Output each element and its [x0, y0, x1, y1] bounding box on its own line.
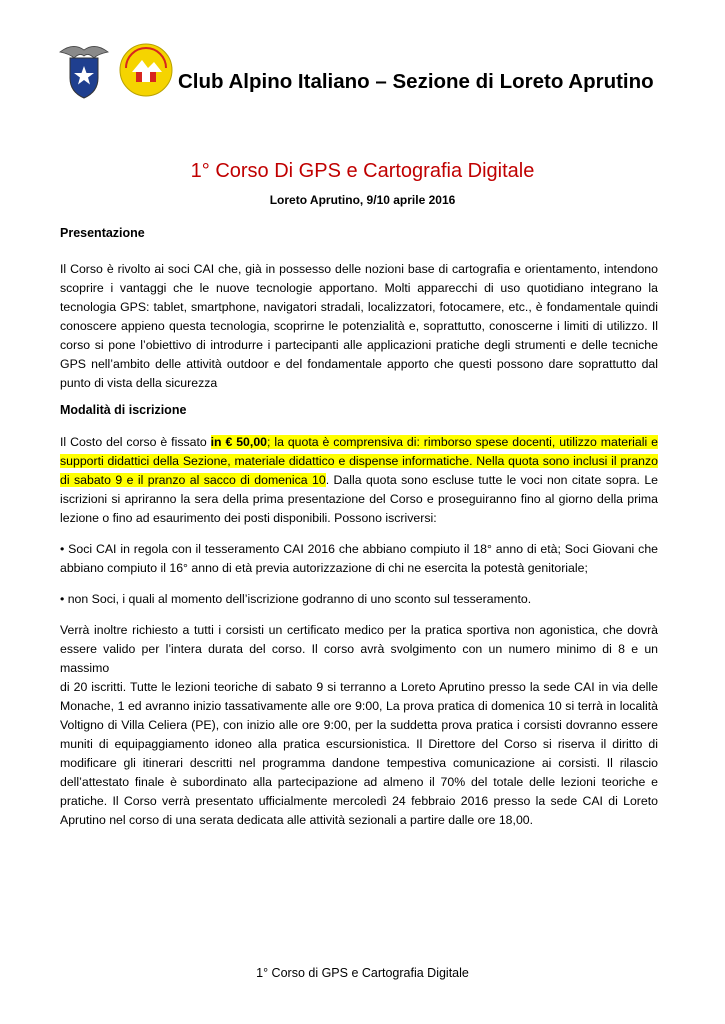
- course-date: Loreto Aprutino, 9/10 aprile 2016: [269, 193, 456, 207]
- bullet-soci: [60, 540, 658, 578]
- paragraph-line: [60, 452, 658, 471]
- paragraph-line: pratiche. Il Corso verrà presentato ufficialmente mercoledì 24 febbraio 2016 presso la sede CAI di Loreto: [60, 794, 658, 808]
- course-title: 1° Corso Di GPS e Cartografia Digitale: [190, 160, 535, 182]
- paragraph-line: Monache, 1 ed avranno inizio tassativamente alle ore 9:00, La prova pratica di domenica 10 si terrà in località: [60, 699, 658, 713]
- paragraph-line: Voltigno di Villa Celiera (PE), con inizio alle ore 9:00, per la suddetta prova pratica i corsisti dovranno essere: [60, 718, 658, 732]
- paragraph-line: abbiano compiuto il 16° anno di età previa autorizzazione di chi ne esercita la potestà genitoriale;: [60, 561, 588, 575]
- details-paragraph: [60, 621, 658, 830]
- presentation-heading: Presentazione: [60, 226, 145, 240]
- cost-exclusions: . Dalla quota sono escluse tutte le voci non citate sopra. Le: [325, 473, 658, 487]
- logos: [58, 38, 178, 102]
- page-footer: 1° Corso di GPS e Cartografia Digitale: [256, 966, 469, 980]
- paragraph-line: Verrà inoltre richiesto a tutti i corsisti un certificato medico per la pratica sportiva non agonistica, che dovrà: [60, 623, 658, 637]
- paragraph-line: [60, 433, 658, 452]
- cost-paragraph: [60, 433, 658, 528]
- highlighted-text: [211, 435, 658, 449]
- cost-amount: in € 50,00: [210, 435, 267, 449]
- paragraph-line: Aprutino nel corso di una serata dedicata alle attività sezionali a partire dalle ore 18,00.: [60, 813, 534, 827]
- highlighted-text: supporti didattici della Sezione, materiale didattico e dispense informatiche. Nella quota sono inclusi il pranzo: [60, 454, 658, 468]
- paragraph-line: modificare gli itinerari descritti nel programma dandone tempestiva comunicazione ai corsisti. Il rilascio: [60, 756, 658, 770]
- paragraph-line: dell’attestato finale è subordinato alla partecipazione ad almeno il 70% del totale delle lezioni teoriche e: [60, 775, 658, 789]
- paragraph-line: di 20 iscritti. Tutte le lezioni teoriche di sabato 9 si terranno a Loreto Aprutino presso la sede CAI in via delle: [60, 680, 658, 694]
- paragraph-line: essere valido per l’intera durata del corso. Il corso avrà svolgimento con un numero minimo di 8 e un massimo: [60, 642, 658, 675]
- registration-heading: Modalità di iscrizione: [60, 403, 187, 417]
- paragraph-line: Il Corso è rivolto ai soci CAI che, già in possesso delle nozioni base di cartografia e orientamento, intendono: [60, 262, 658, 276]
- paragraph-line: [60, 471, 658, 490]
- bullet-non-soci: [60, 590, 658, 609]
- paragraph-line: GPS nell’ambito delle attività outdoor e del fondamentale apporto che questi possono dare soprattutto dal: [60, 357, 658, 371]
- org-title: Club Alpino Italiano – Sezione di Loreto Aprutino: [178, 70, 654, 93]
- paragraph-line: lezione o fino ad esaurimento dei posti disponibili. Possono iscriversi:: [60, 511, 437, 525]
- paragraph-line: • non Soci, i quali al momento dell’iscrizione godranno di uno sconto sul tesseramento.: [60, 592, 532, 606]
- paragraph-line: • Soci CAI in regola con il tesseramento CAI 2016 che abbiano compiuto il 18° anno di età; Soci Giovani che: [60, 542, 658, 556]
- presentation-paragraph: [60, 260, 658, 393]
- paragraph-line: punto di vista della sicurezza: [60, 376, 218, 390]
- paragraph-line: scoprire i vantaggi che le nuove tecnologie apportano. Molti apparecchi di uso quotidiano integrano la: [60, 281, 658, 295]
- paragraph-line: corso si pone l’obiettivo di introdurre i partecipanti alle applicazioni pratiche degli strumenti e delle tecniche: [60, 338, 658, 352]
- escursionismo-logo-icon: [118, 38, 174, 98]
- cost-includes: ; la quota è comprensiva di: rimborso spese docenti, utilizzo materiali e: [267, 435, 658, 449]
- highlighted-text: di sabato 9 e il pranzo al sacco di domenica 10: [60, 473, 326, 487]
- paragraph-line: muniti di equipaggiamento idoneo alla pratica escursionistica. Il Direttore del Corso si riserva il diritto di: [60, 737, 658, 751]
- paragraph-line: conoscere appieno questa tecnologia, scoprirne le potenzialità e, soprattutto, conoscerne i limiti di utilizzo. Il: [60, 319, 658, 333]
- paragraph-line: tecnologia GPS: tablet, smartphone, navigatori stradali, localizzatori, fotocamere, etc., è fondamentale quindi: [60, 300, 658, 314]
- cost-text: Il Costo del corso è fissato: [60, 435, 211, 449]
- paragraph-line: iscrizioni si apriranno la sera della prima presentazione del Corso e proseguiranno fino al giorno della prima: [60, 492, 658, 506]
